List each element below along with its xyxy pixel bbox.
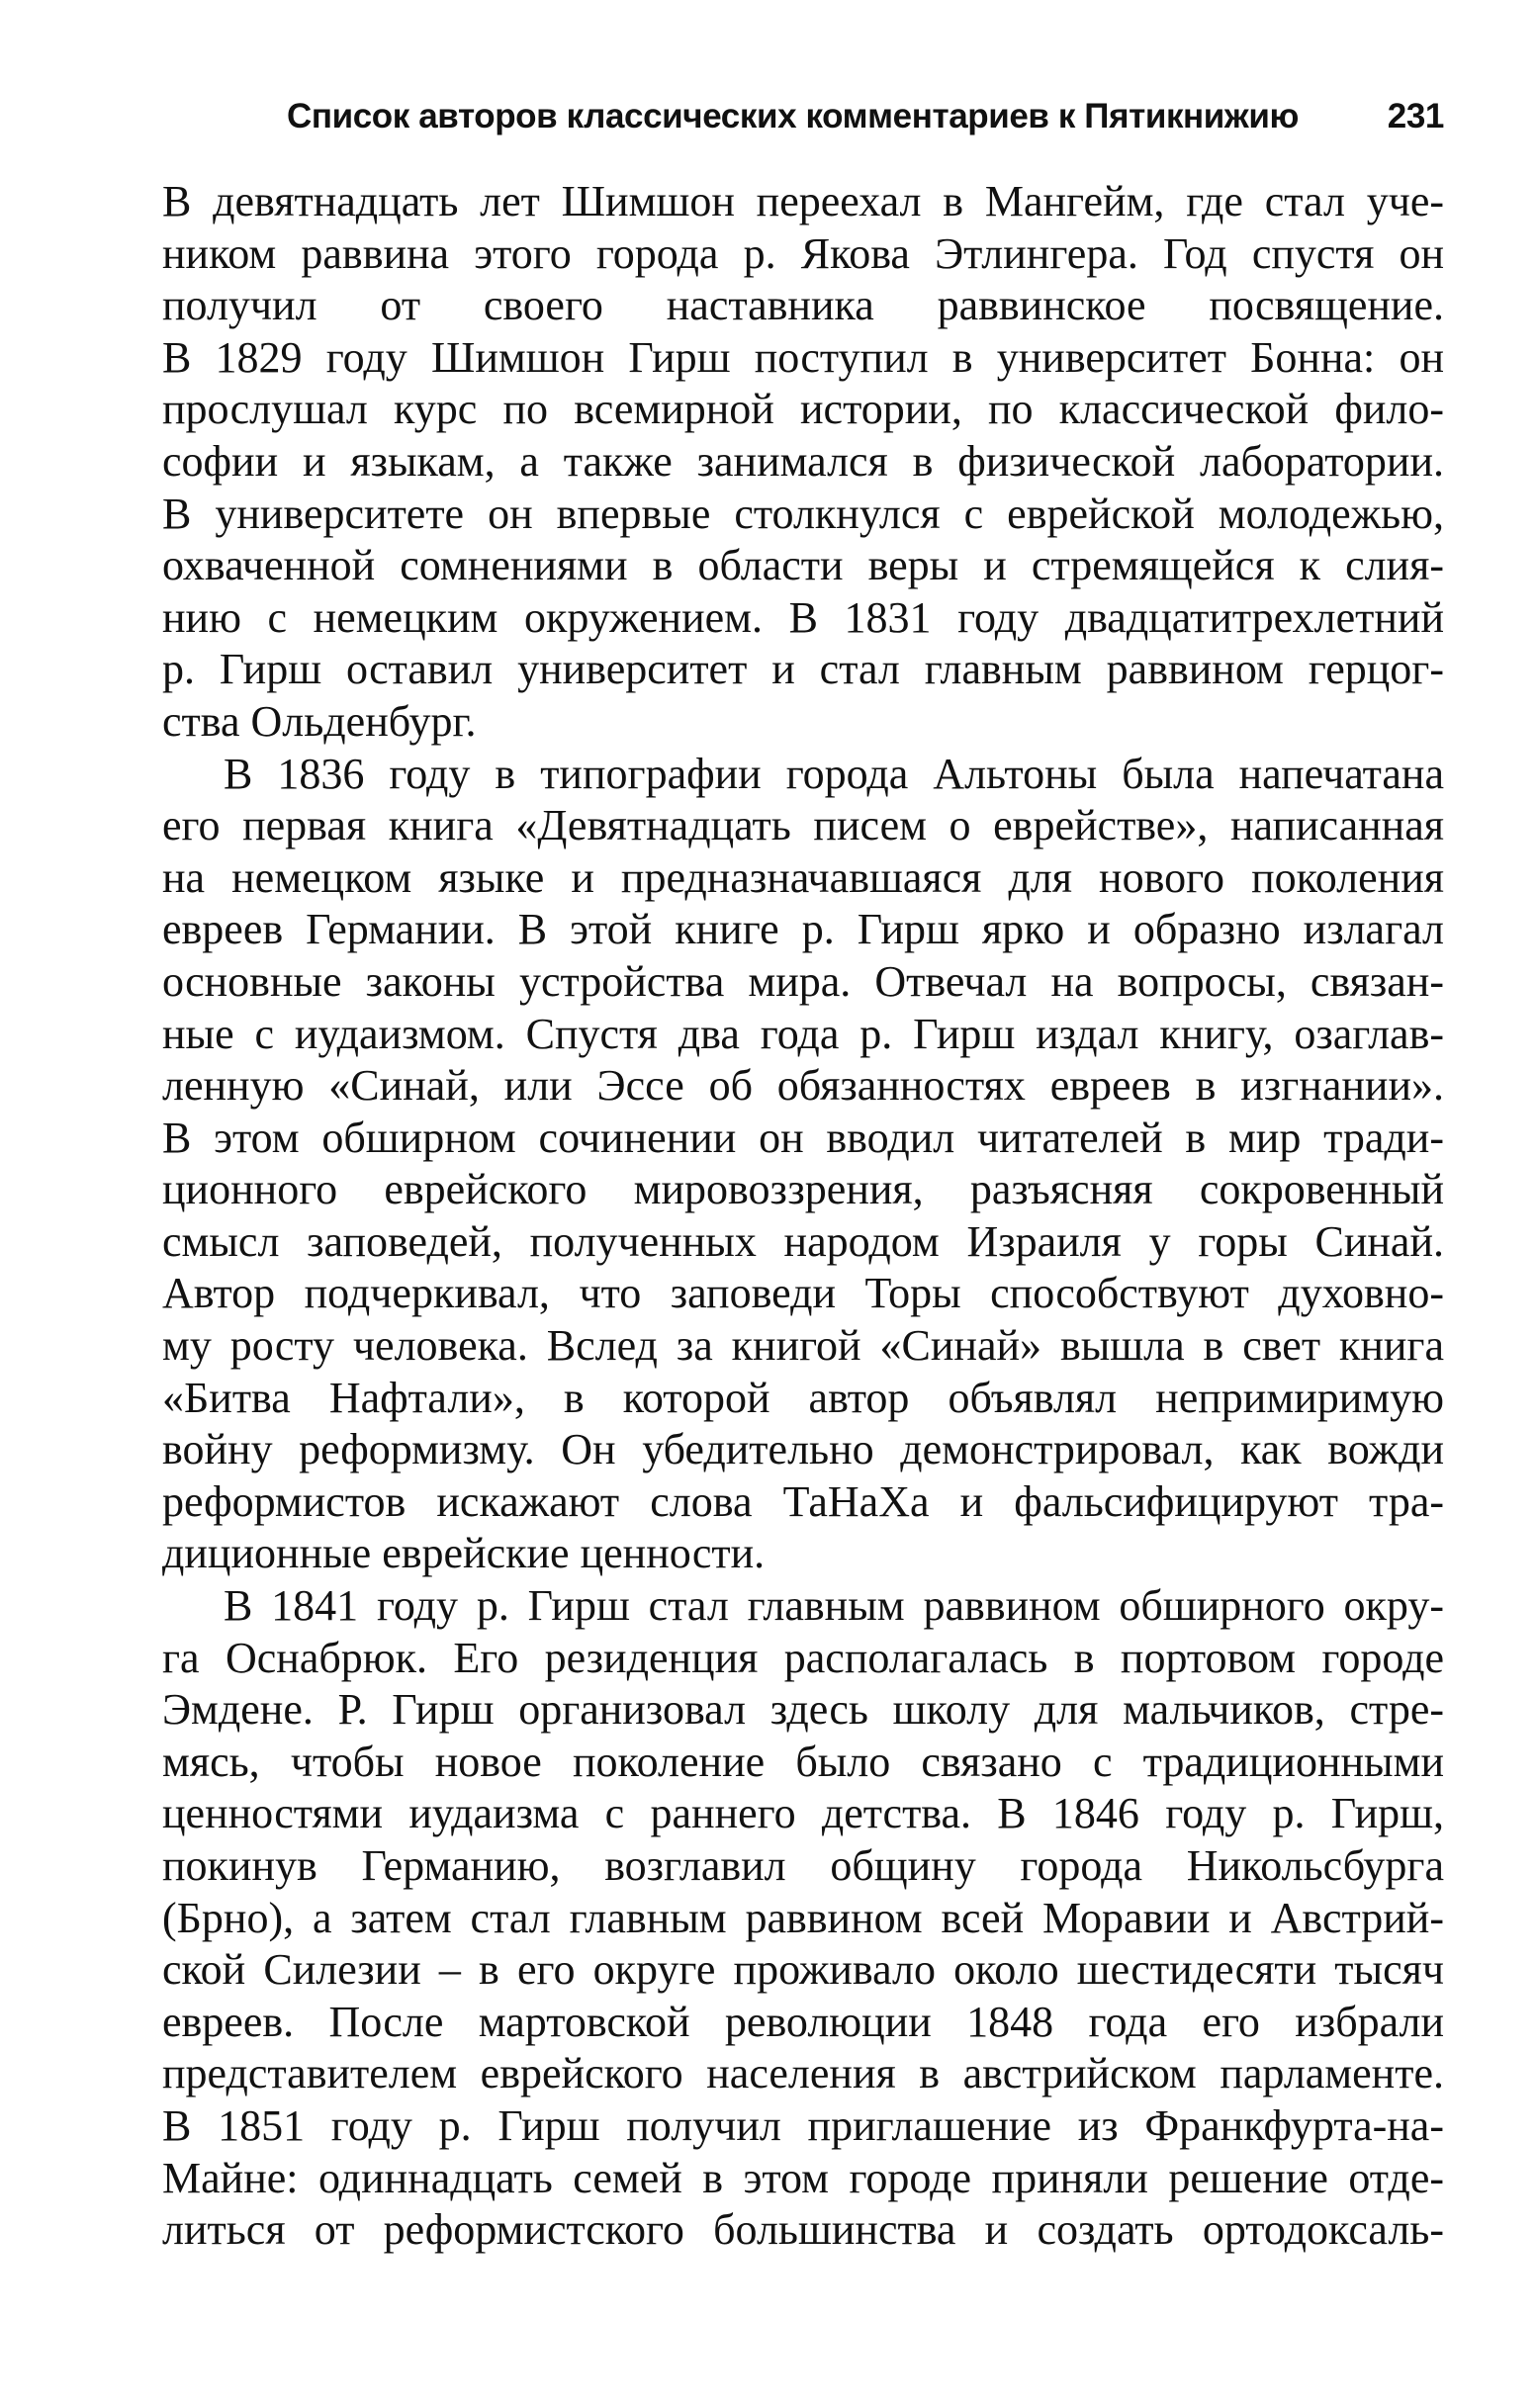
text-line: его первая книга «Девятнадцать писем о еврействе», написанная: [162, 801, 1444, 850]
text-line: смысл заповедей, полученных народом Израиля у горы Синай.: [162, 1216, 1444, 1266]
text-line: ником раввина этого города р. Якова Этлингера. Год спустя он: [162, 228, 1444, 278]
text-line: В 1841 году р. Гирш стал главным раввином обширного окру-: [224, 1581, 1444, 1631]
text-line: Майне: одиннадцать семей в этом городе приняли решение отде-: [162, 2153, 1444, 2202]
text-line: р. Гирш оставил университет и стал главным раввином герцог-: [162, 645, 1444, 694]
text-line: получил от своего наставника раввинское посвящение.: [162, 281, 1444, 330]
text-line: «Битва Нафтали», в которой автор объявлял непримиримую: [162, 1373, 1444, 1422]
text-line: В 1829 году Шимшон Гирш поступил в университет Бонна: он: [162, 332, 1444, 382]
text-line: евреев Германии. В этой книге р. Гирш ярко и образно излагал: [162, 905, 1444, 954]
body-text: [162, 176, 1444, 2257]
text-line-last: ства Ольденбург.: [162, 696, 477, 746]
running-header: [287, 87, 1444, 146]
text-line: евреев. После мартовской революции 1848 года его избрали: [162, 1997, 1444, 2046]
text-line: мясь, чтобы новое поколение было связано с традиционными: [162, 1737, 1444, 1786]
running-title: Список авторов классических комментариев к Пятикнижию: [287, 97, 1299, 135]
text-line: В девятнадцать лет Шимшон переехал в Мангейм, где стал уче-: [162, 177, 1444, 225]
paragraph-1: [162, 176, 1444, 749]
paragraph-2: [162, 749, 1444, 1581]
text-line: прослушал курс по всемирной истории, по классической фило-: [162, 385, 1444, 434]
text-line: В 1836 году в типографии города Альтоны была напечатана: [224, 749, 1444, 798]
text-line: ционного еврейского мировоззрения, разъясняя сокровенный: [162, 1165, 1444, 1214]
text-line: представителем еврейского населения в австрийском парламенте.: [162, 2049, 1444, 2098]
text-line: нию с немецким окружением. В 1831 году двадцатитрехлетний: [162, 592, 1444, 642]
text-line: охваченной сомнениями в области веры и стремящейся к слия-: [162, 541, 1444, 590]
text-line: покинув Германию, возглавил общину города Никольсбурга: [162, 1841, 1444, 1890]
text-line: реформистов искажают слова ТаНаХа и фальсифицируют тра-: [162, 1476, 1444, 1526]
text-line: ные с иудаизмом. Спустя два года р. Гирш издал книгу, озаглав-: [162, 1009, 1444, 1058]
text-line: на немецком языке и предназначавшаяся для нового поколения: [162, 852, 1444, 902]
text-line: основные законы устройства мира. Отвечал на вопросы, связан-: [162, 956, 1444, 1006]
paragraph-3: [162, 1580, 1444, 2257]
text-line: войну реформизму. Он убедительно демонстрировал, как вожди: [162, 1425, 1444, 1474]
text-line: литься от реформистского большинства и создать ортодоксаль-: [162, 2205, 1444, 2255]
text-line: Автор подчеркивал, что заповеди Торы способствуют духовно-: [162, 1269, 1444, 1318]
text-line: В 1851 году р. Гирш получил приглашение из Франкфурта-на-: [162, 2100, 1444, 2150]
text-line: В этом обширном сочинении он вводил читателей в мир тради-: [162, 1113, 1444, 1162]
text-line: софии и языкам, а также занимался в физической лаборатории.: [162, 436, 1444, 486]
page-number: 231: [1387, 97, 1444, 135]
text-line: (Брно), а затем стал главным раввином всей Моравии и Австрий-: [162, 1893, 1444, 1942]
text-line: ленную «Синай, или Эссе об обязанностях евреев в изгнании».: [162, 1061, 1444, 1111]
text-line-last: диционные еврейские ценности.: [162, 1529, 766, 1578]
text-line: ской Силезии – в его округе проживало около шестидесяти тысяч: [162, 1945, 1444, 1995]
text-line: Эмдене. Р. Гирш организовал здесь школу для мальчиков, стре-: [162, 1685, 1444, 1735]
text-line: му росту человека. Вслед за книгой «Синай» вышла в свет книга: [162, 1321, 1444, 1371]
text-line: В университете он впервые столкнулся с еврейской молодежью,: [162, 489, 1444, 538]
text-line: га Оснабрюк. Его резиденция располагалась в портовом городе: [162, 1633, 1444, 1682]
text-line: ценностями иудаизма с раннего детства. В 1846 году р. Гирш,: [162, 1789, 1444, 1838]
